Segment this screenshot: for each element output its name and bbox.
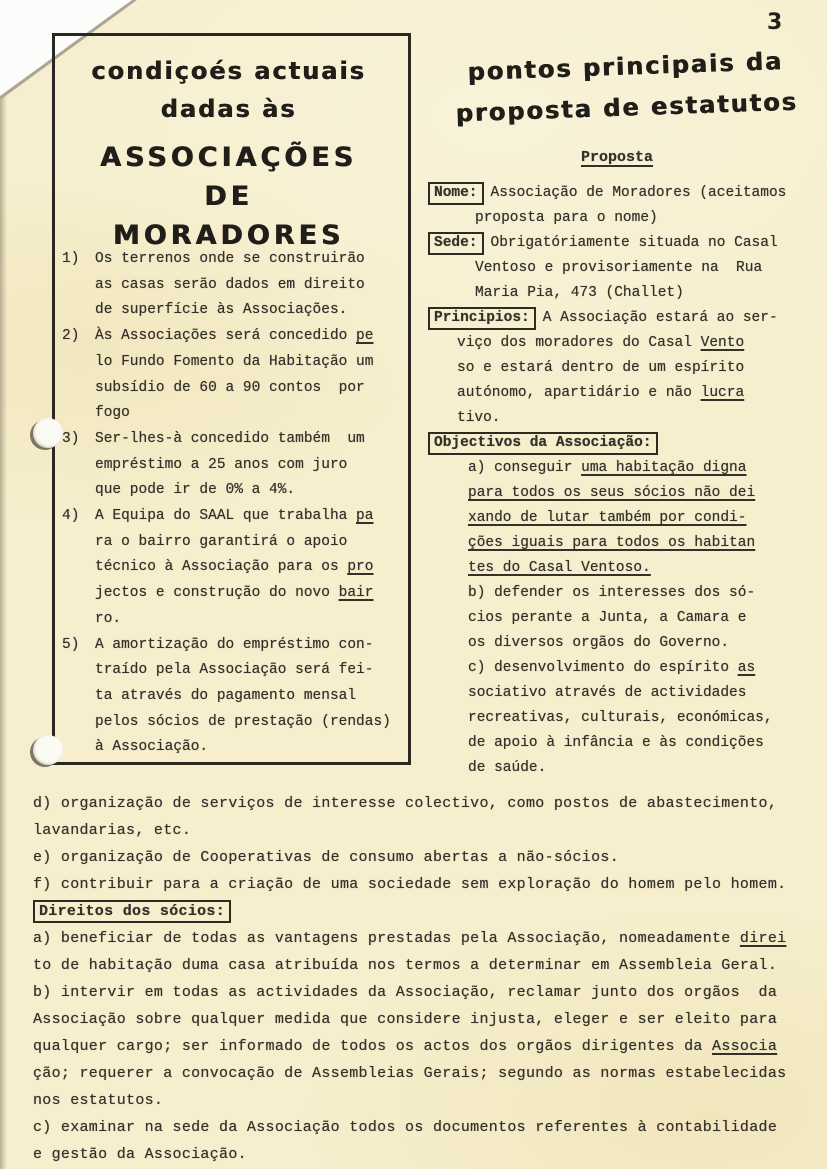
text-line (428, 406, 820, 431)
text-line (62, 504, 402, 530)
text-line (428, 206, 820, 231)
text-line (428, 756, 820, 781)
left-panel-title (52, 52, 405, 128)
text-segment: ção; requerer a convocação de Assembleias Gerais; segundo as normas estabelecidas (33, 1065, 787, 1082)
text-segment: qualquer cargo; ser informado de todos os actos dos orgãos dirigentes da (33, 1038, 713, 1055)
left-subtitle-line-2: DE (204, 181, 253, 212)
text-line (428, 656, 820, 681)
text-segment: Associação de Moradores (aceitamos (490, 185, 787, 201)
text-segment: bair (338, 585, 374, 602)
hole-punch-top (33, 418, 63, 448)
text-segment: pro (347, 559, 374, 576)
text-line (428, 256, 820, 281)
text-line (428, 381, 820, 406)
item-number: 5) (62, 636, 80, 653)
text-line (62, 427, 402, 453)
text-line (428, 581, 820, 606)
text-line (428, 631, 820, 656)
text-line (33, 844, 825, 871)
text-segment: tes do Casal Ventoso. (468, 560, 651, 576)
text-segment: subsídio de 60 a 90 contos por (95, 379, 365, 396)
item-number: 2) (62, 328, 80, 345)
text-segment: recreativas, culturais, económicas, (468, 710, 773, 726)
text-line (428, 731, 820, 756)
text-segment: c) examinar na sede da Associação todos os documentos referentes à contabilidade (33, 1119, 778, 1136)
text-line (33, 1006, 825, 1033)
text-segment: A amortização do empréstimo con- (95, 636, 374, 653)
text-segment: fogo (95, 405, 130, 422)
text-line (62, 581, 402, 607)
text-segment: d) organização de serviços de interesse colectivo, como postos de abastecimento, (33, 795, 778, 812)
text-line (428, 231, 820, 256)
text-line (62, 298, 402, 324)
text-line (62, 607, 402, 633)
text-segment: Maria Pia, 473 (Challet) (475, 285, 684, 301)
text-segment: ta através do pagamento mensal (95, 687, 357, 704)
text-segment: direi (739, 930, 787, 947)
text-line (428, 606, 820, 631)
right-rows (428, 181, 820, 781)
section-label: Direitos dos sócios: (33, 900, 231, 923)
text-line (33, 979, 825, 1006)
text-segment: técnico à Associação para os (95, 559, 348, 576)
text-segment: pe (356, 328, 374, 345)
text-segment: pa (356, 508, 374, 525)
text-segment: xando de lutar também por condi- (468, 510, 747, 526)
text-line (33, 898, 825, 925)
text-segment: autónomo, apartidário e não (457, 385, 701, 401)
text-segment: e gestão da Associação. (33, 1146, 247, 1163)
left-title-line-1: condiçoés actuais (91, 57, 366, 85)
text-segment: lo Fundo Fomento da Habitação um (95, 353, 374, 370)
text-line (428, 506, 820, 531)
text-segment: as casas serão dados em direito (95, 276, 365, 293)
text-line (62, 658, 402, 684)
text-line (33, 817, 825, 844)
text-line (428, 456, 820, 481)
section-label: Nome: (428, 182, 484, 205)
left-title-line-2: dadas às (160, 95, 297, 123)
text-segment: pelos sócios de prestação (rendas) (95, 713, 391, 730)
section-label: Principios: (428, 307, 536, 330)
text-segment: a) beneficiar de todas as vantagens prestadas pela Associação, nomeadamente (33, 930, 740, 947)
text-segment: ções iguais para todos os habitan (468, 535, 756, 551)
text-line (428, 481, 820, 506)
text-segment: b) defender os interesses dos só- (468, 585, 756, 601)
text-line (428, 431, 820, 456)
text-line (33, 925, 825, 952)
hole-punch-bottom (33, 735, 63, 765)
text-line (62, 555, 402, 581)
text-segment: tivo. (457, 410, 501, 426)
text-segment: e) organização de Cooperativas de consumo abertas a não-sócios. (33, 849, 619, 866)
text-line (62, 324, 402, 350)
text-segment: a) conseguir (468, 460, 582, 476)
text-segment: Ventoso e provisoriamente na Rua (475, 260, 763, 276)
left-panel-subtitle (52, 138, 405, 255)
text-line (62, 273, 402, 299)
text-line (62, 247, 402, 273)
section-label: Sede: (428, 232, 484, 255)
text-segment: viço dos moradores do Casal (457, 335, 701, 351)
page-number: 3 (767, 10, 784, 35)
text-line (428, 681, 820, 706)
text-line (62, 710, 402, 736)
text-segment: cios perante a Junta, a Camara e (468, 610, 747, 626)
text-line (62, 530, 402, 556)
text-segment: de superfície às Associações. (95, 302, 348, 319)
item-number: 4) (62, 508, 80, 525)
text-line (62, 478, 402, 504)
text-line (428, 306, 820, 331)
left-subtitle-line-3: MORADORES (112, 220, 345, 251)
proposta-heading: Proposta (580, 149, 653, 166)
text-line (62, 350, 402, 376)
text-segment: os diversos orgãos do Governo. (468, 635, 730, 651)
text-line (33, 1033, 825, 1060)
text-segment: traído pela Associação será fei- (95, 662, 374, 679)
text-line (62, 453, 402, 479)
text-line (33, 1141, 825, 1168)
text-segment: Vento (700, 335, 745, 351)
right-panel-title (431, 40, 822, 135)
text-line (62, 684, 402, 710)
text-line (33, 871, 825, 898)
text-line (33, 952, 825, 979)
text-segment: Associa (712, 1038, 778, 1055)
text-segment: A Associação estará ao ser- (542, 310, 778, 326)
text-segment: Associação sobre qualquer medida que considere injusta, eleger e ser eleito para (33, 1011, 778, 1028)
section-label: Objectivos da Associação: (428, 432, 658, 455)
text-line (428, 356, 820, 381)
text-segment: ra o bairro garantirá o apoio (95, 533, 348, 550)
text-line (62, 401, 402, 427)
right-title-line-2: proposta de estatutos (455, 87, 799, 128)
bottom-rows (33, 790, 825, 1168)
text-segment: Obrigatóriamente situada no Casal (490, 235, 778, 251)
text-segment: para todos os seus sócios não dei (468, 485, 756, 501)
text-line (62, 735, 402, 761)
text-line (428, 556, 820, 581)
text-line (33, 1087, 825, 1114)
text-line (33, 1114, 825, 1141)
text-line (428, 281, 820, 306)
text-segment: Os terrenos onde se construirão (95, 251, 365, 267)
text-line (33, 790, 825, 817)
text-segment: de apoio à infância e às condições (468, 735, 764, 751)
text-segment: f) contribuir para a criação de uma sociedade sem exploração do homem pelo homem. (33, 876, 787, 893)
text-line (62, 633, 402, 659)
item-number: 3) (62, 430, 80, 447)
text-segment: proposta para o nome) (475, 210, 658, 226)
text-segment: lucra (700, 385, 745, 401)
text-segment: A Equipa do SAAL que trabalha (95, 508, 357, 525)
text-segment: empréstimo a 25 anos com juro (95, 456, 348, 473)
text-line (428, 706, 820, 731)
text-segment: as (737, 660, 756, 676)
text-segment: b) intervir em todas as actividades da Associação, reclamar junto dos orgãos da (33, 984, 778, 1001)
text-segment: Às Associações será concedido (95, 328, 357, 345)
text-segment: jectos e construção do novo (95, 585, 339, 602)
text-line (33, 1060, 825, 1087)
text-segment: sociativo através de actividades (468, 685, 747, 701)
text-segment: nos estatutos. (33, 1092, 164, 1109)
text-line (428, 531, 820, 556)
text-segment: que pode ir de 0% a 4%. (95, 482, 296, 499)
text-segment: Ser-lhes-à concedido também um (95, 430, 365, 447)
text-segment: à Associação. (95, 739, 209, 756)
right-title-line-1: pontos principais da (466, 47, 784, 87)
paper-edge-shadow (0, 90, 7, 1169)
text-segment: de saúde. (468, 760, 547, 776)
left-subtitle-line-1: ASSOCIAÇÕES (100, 142, 357, 173)
text-segment: to de habitação duma casa atribuída nos termos a determinar em Assembleia Geral. (33, 957, 778, 974)
text-line (428, 181, 820, 206)
text-segment: c) desenvolvimento do espírito (468, 660, 738, 676)
text-line (62, 376, 402, 402)
left-items (62, 247, 402, 761)
text-segment: so e estará dentro de um espírito (457, 360, 745, 376)
text-line (428, 331, 820, 356)
text-segment: ro. (95, 610, 122, 627)
text-segment: lavandarias, etc. (33, 822, 192, 839)
item-number: 1) (62, 251, 80, 267)
text-segment: uma habitação digna (581, 460, 747, 476)
